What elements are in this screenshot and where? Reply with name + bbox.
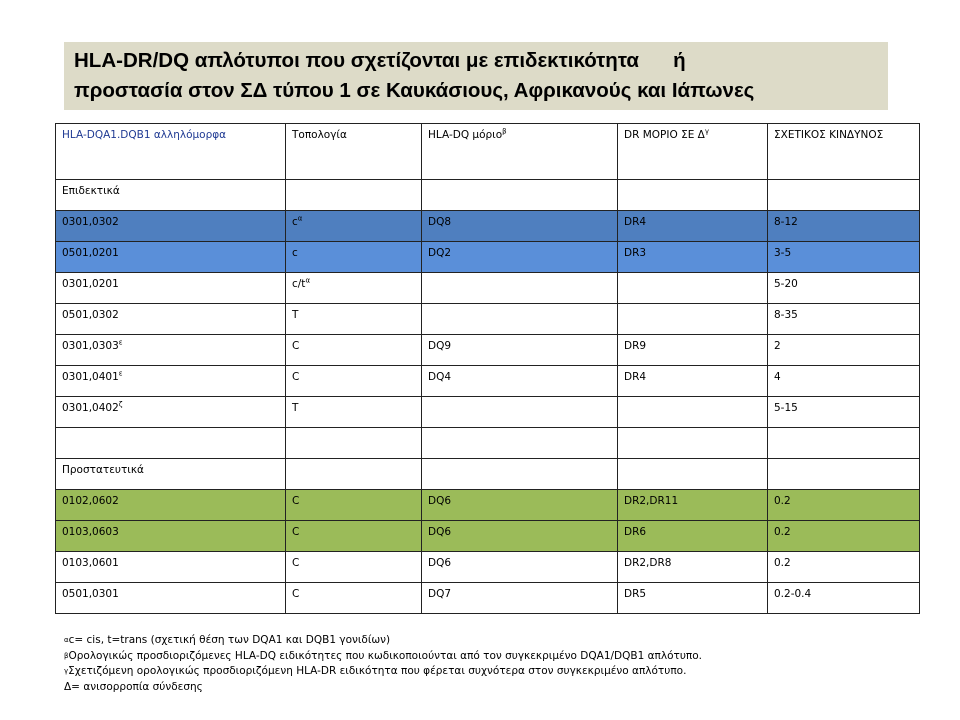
- footnote-cis-trans: $^\alpha$c= cis, t=trans (σχετική θέση των DQA1 και DQB1 γονιδίων): [64, 634, 391, 646]
- cell-topology: $c^\alpha$: [286, 211, 422, 242]
- cell-allele: 0103,0603: [56, 521, 286, 552]
- cell-dr: [618, 273, 768, 304]
- cell-risk: 0.2: [768, 490, 920, 521]
- cell-risk: 0.2: [768, 552, 920, 583]
- cell-dq: DQ9: [422, 335, 618, 366]
- cell-topology: C: [286, 366, 422, 397]
- table-row: [56, 366, 920, 397]
- cell-topology: C: [286, 521, 422, 552]
- section-row-protective: [56, 459, 920, 490]
- cell-allele: $0301,0402^\zeta$: [56, 397, 286, 428]
- cell-allele: 0102,0602: [56, 490, 286, 521]
- cell-dq: DQ6: [422, 552, 618, 583]
- cell-allele: 0501,0301: [56, 583, 286, 614]
- cell-dr: [618, 397, 768, 428]
- cell-topology: C: [286, 490, 422, 521]
- footnote-dq-specificity: $^\beta$Ορολογικώς προσδιοριζόμενες HLA-DQ ειδικότητες που κωδικοποιούνται από τον συγκεκριμένο DQA1/DQB1 απλότυπο.: [64, 649, 702, 662]
- cell-topology: C: [286, 583, 422, 614]
- table-row: [56, 552, 920, 583]
- section-label-susceptible: Επιδεκτικά: [56, 180, 286, 211]
- cell-dq: DQ6: [422, 521, 618, 552]
- cell-topology: $c/t^\alpha$: [286, 273, 422, 304]
- cell-topology: c: [286, 242, 422, 273]
- cell-dr: DR2,DR8: [618, 552, 768, 583]
- header-topology: Τοπολογία: [286, 124, 422, 180]
- cell-dr: DR5: [618, 583, 768, 614]
- cell-topology: C: [286, 552, 422, 583]
- cell-allele: $0301,0401^\varepsilon$: [56, 366, 286, 397]
- cell-allele: 0501,0201: [56, 242, 286, 273]
- cell-risk: 8-12: [768, 211, 920, 242]
- cell-allele: 0103,0601: [56, 552, 286, 583]
- cell-topology: T: [286, 397, 422, 428]
- table-row: [56, 397, 920, 428]
- cell-risk: 3-5: [768, 242, 920, 273]
- header-dq-molecule: HLA-DQ μόριο$^\beta$: [422, 124, 618, 180]
- table-row: [56, 242, 920, 273]
- cell-dr: DR6: [618, 521, 768, 552]
- cell-topology: C: [286, 335, 422, 366]
- table-row: [56, 273, 920, 304]
- cell-risk: 0.2: [768, 521, 920, 552]
- cell-dq: DQ4: [422, 366, 618, 397]
- footnote-dr-specificity: $^\gamma$Σχετιζόμενη ορολογικώς προσδιοριζόμενη HLA-DR ειδικότητα που φέρεται συχνότερα στον συγκεκριμένο απλότυπο.: [64, 665, 687, 677]
- cell-topology: T: [286, 304, 422, 335]
- cell-dr: DR4: [618, 211, 768, 242]
- cell-dq: DQ8: [422, 211, 618, 242]
- cell-risk: 4: [768, 366, 920, 397]
- table-row: [56, 335, 920, 366]
- cell-dr: DR2,DR11: [618, 490, 768, 521]
- footnote-linkage-disequilibrium: Δ= ανισορροπία σύνδεσης: [64, 680, 203, 693]
- section-label-protective: Προστατευτικά: [56, 459, 286, 490]
- cell-risk: 5-15: [768, 397, 920, 428]
- cell-dr: DR9: [618, 335, 768, 366]
- table-row: [56, 583, 920, 614]
- table-row: [56, 521, 920, 552]
- slide-title: [64, 42, 888, 110]
- cell-dr: DR3: [618, 242, 768, 273]
- cell-risk: 5-20: [768, 273, 920, 304]
- table-row: [56, 304, 920, 335]
- cell-risk: 8-35: [768, 304, 920, 335]
- cell-dr: DR4: [618, 366, 768, 397]
- cell-allele: $0301,0303^\varepsilon$: [56, 335, 286, 366]
- cell-dq: DQ2: [422, 242, 618, 273]
- cell-risk: 2: [768, 335, 920, 366]
- table-header-row: [56, 124, 920, 180]
- header-relative-risk: ΣΧΕΤΙΚΟΣ ΚΙΝΔΥΝΟΣ: [768, 124, 920, 180]
- cell-dq: [422, 304, 618, 335]
- cell-dq: DQ7: [422, 583, 618, 614]
- cell-dq: [422, 397, 618, 428]
- cell-allele: 0301,0201: [56, 273, 286, 304]
- cell-dq: [422, 273, 618, 304]
- table-row: [56, 490, 920, 521]
- table-row: [56, 211, 920, 242]
- header-alleles: HLA-DQA1.DQB1 αλληλόμορφα: [56, 124, 286, 180]
- section-row-susceptible: [56, 180, 920, 211]
- footnotes: [64, 633, 924, 695]
- cell-dr: [618, 304, 768, 335]
- cell-allele: 0301,0302: [56, 211, 286, 242]
- empty-row: [56, 428, 920, 459]
- haplotype-table: [55, 123, 920, 614]
- title-line-2: προστασία στον ΣΔ τύπου 1 σε Καυκάσιους, Αφρικανούς και Ιάπωνες: [74, 79, 755, 102]
- header-dr-molecule: DR ΜΟΡΙΟ ΣΕ $\Delta^\gamma$: [618, 124, 768, 180]
- cell-dq: DQ6: [422, 490, 618, 521]
- cell-allele: 0501,0302: [56, 304, 286, 335]
- cell-risk: 0.2-0.4: [768, 583, 920, 614]
- title-line-1: HLA-DR/DQ απλότυποι που σχετίζονται με επιδεκτικότητα ή: [74, 49, 686, 72]
